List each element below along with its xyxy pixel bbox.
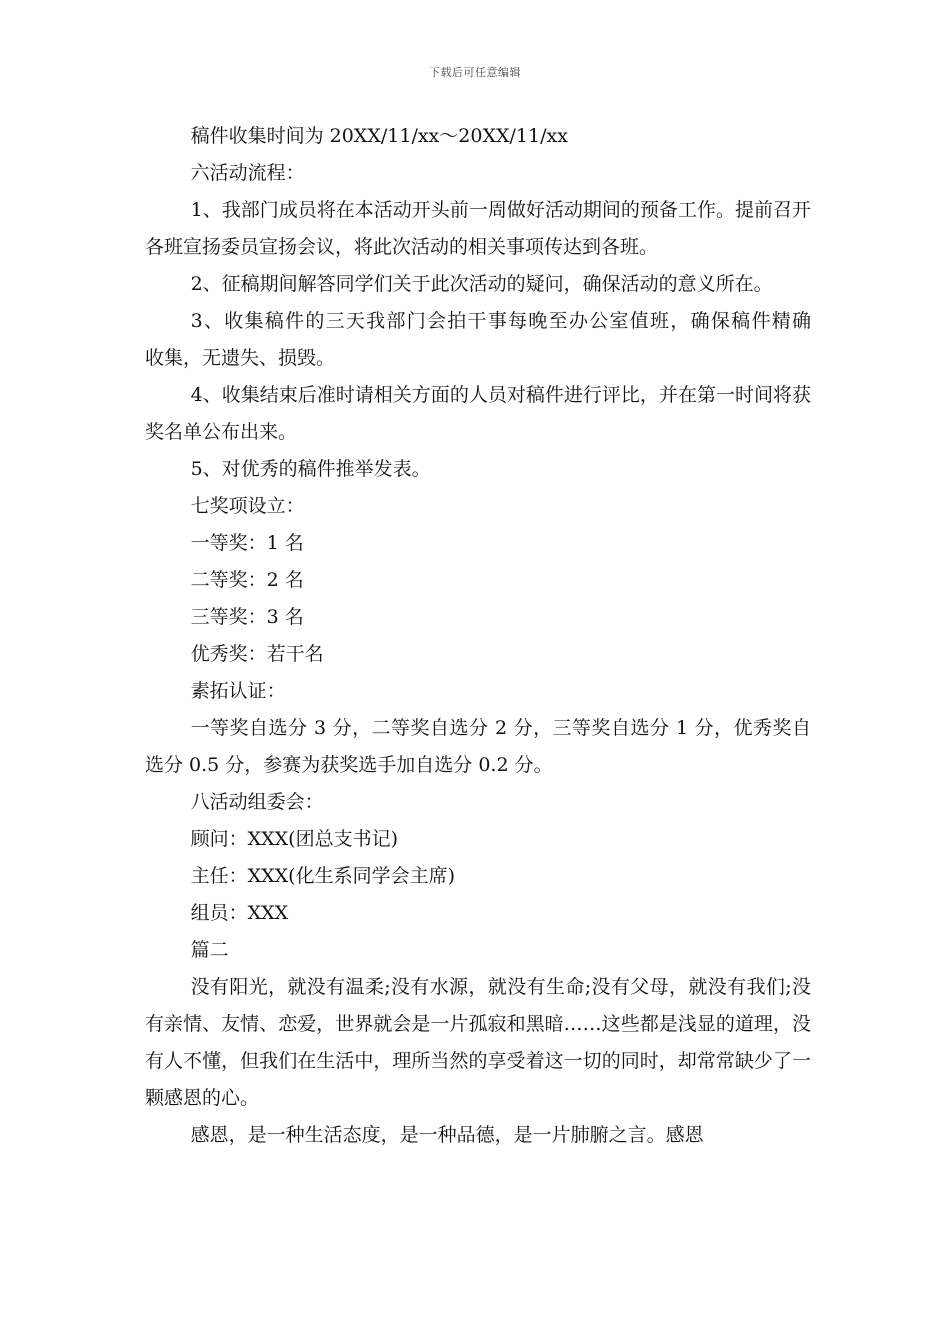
heading-certification: 素拓认证： — [190, 680, 286, 702]
award-excellence-prize: 优秀奖：若干名 — [190, 643, 324, 665]
award-third-prize: 三等奖：3 名 — [190, 606, 304, 628]
paragraph-step-4: 4、收集结束后准时请相关方面的人员对稿件进行评比，并在第一时间将获奖名单公布出来。 — [145, 384, 811, 443]
paragraph-step-3: 3、收集稿件的三天我部门会拍干事每晚至办公室值班，确保稿件精确 收集，无遗失、损毁。 — [145, 310, 837, 369]
paragraph-gratitude-definition: 感恩，是一种生活态度，是一种品德，是一片肺腑之言。感恩 — [190, 1124, 704, 1146]
paragraph-step-2: 2、征稿期间解答同学们关于此次活动的疑问，确保活动的意义所在。 — [190, 273, 773, 295]
document-body — [145, 118, 837, 1154]
award-first-prize: 一等奖：1 名 — [190, 532, 304, 554]
award-second-prize: 二等奖：2 名 — [190, 569, 304, 591]
heading-activity-process: 六活动流程： — [190, 162, 305, 184]
committee-members: 组员：XXX — [190, 902, 289, 924]
paragraph-step-1: 1、我部门成员将在本活动开头前一周做好活动期间的预备工作。提前召开各班宣扬委员宣扬会议，将此次活动的相关事项传达到各班。 — [145, 199, 811, 258]
heading-committee: 八活动组委会： — [190, 791, 324, 813]
paragraph-collection-time: 稿件收集时间为 20XX/11/xx～20XX/11/xx — [190, 125, 568, 147]
heading-awards: 七奖项设立： — [190, 495, 305, 517]
committee-advisor: 顾问：XXX(团总支书记) — [190, 828, 398, 850]
committee-director: 主任：XXX(化生系同学会主席) — [190, 865, 455, 887]
paragraph-gratitude-intro: 没有阳光，就没有温柔;没有水源，就没有生命;没有父母，就没有我们;没有亲情、友情、恋爱，世界就会是一片孤寂和黑暗……这些都是浅显的道理，没有人不懂，但我们在生活中，理所当然的享受着这一切的同时，却常常缺少了一颗感恩的心。 — [145, 976, 811, 1109]
paragraph-step-5: 5、对优秀的稿件推举发表。 — [190, 458, 431, 480]
page-header: 下载后可任意编辑 — [429, 66, 521, 79]
heading-part-two: 篇二 — [190, 939, 229, 961]
paragraph-certification-points: 一等奖自选分 3 分，二等奖自选分 2 分，三等奖自选分 1 分，优秀奖自选分 0.5 分，参赛为获奖选手加自选分 0.2 分。 — [145, 717, 811, 776]
